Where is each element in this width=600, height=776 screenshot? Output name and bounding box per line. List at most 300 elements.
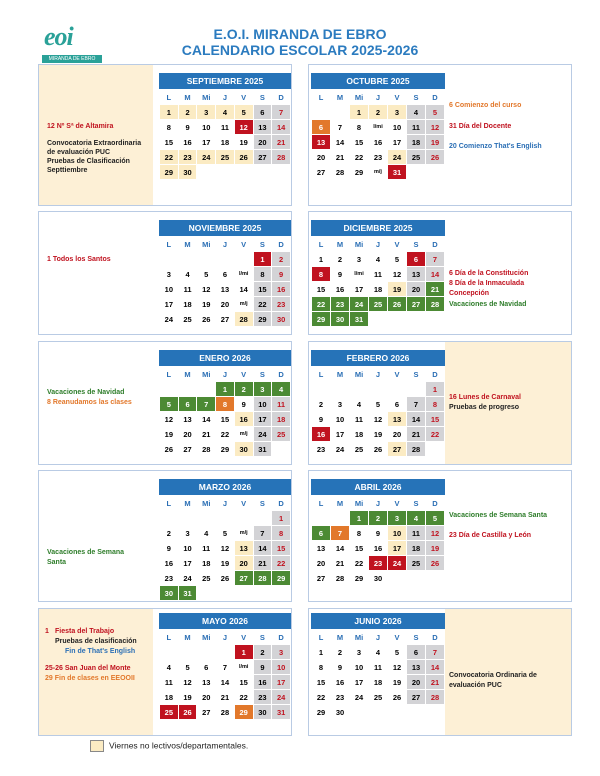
nov-panel: 1 Todos los Santos NOVIEMBRE 2025 L M Mi J V S D 1 2 3 4 5 6 l/mi 8 9 10 11 12 13 14 15 16 17 18 19 20 m/j 22 23 24 25 26 27 28 29 30 bbox=[38, 211, 292, 335]
day-cell bbox=[331, 105, 350, 120]
day-name: M bbox=[178, 367, 197, 382]
eoi-logo: eoi MIRANDA DE EBRO bbox=[42, 22, 102, 64]
day-cell: 9 bbox=[312, 412, 331, 427]
day-cell: 9 bbox=[253, 660, 272, 675]
may-panel bbox=[38, 608, 292, 736]
day-cell: 28 bbox=[253, 571, 272, 586]
day-cell: 21 bbox=[253, 556, 272, 571]
day-cell bbox=[160, 645, 179, 660]
day-cell: 20 bbox=[312, 556, 331, 571]
day-name: S bbox=[407, 496, 426, 511]
day-cell: 22 bbox=[253, 297, 272, 312]
day-name: D bbox=[272, 90, 291, 105]
day-name: L bbox=[312, 496, 331, 511]
day-name: V bbox=[234, 496, 253, 511]
day-cell: 6 bbox=[197, 660, 216, 675]
day-cell: 18 bbox=[197, 556, 216, 571]
day-cell: 21 bbox=[197, 427, 216, 442]
day-cell: 30 bbox=[331, 312, 350, 327]
day-name: L bbox=[312, 367, 331, 382]
calendar-oct: OCTUBRE 2025 L M Mi J V S D 1 2 3 4 5 6 7 8 l/mi 10 11 12 13 14 15 16 17 18 19 20 21 22 23 24 25 26 27 28 29 m/j 31 bbox=[311, 73, 445, 180]
day-name: L bbox=[160, 630, 179, 645]
day-name: M bbox=[178, 90, 197, 105]
day-cell: 30 bbox=[369, 571, 388, 586]
day-name: Mi bbox=[197, 367, 216, 382]
calendar-jun: JUNIO 2026 L M Mi J V S D 1 2 3 4 5 6 7 8 9 10 11 12 13 14 15 16 17 18 19 20 21 22 23 24 25 26 27 28 29 30 bbox=[311, 613, 445, 720]
day-cell bbox=[369, 312, 388, 327]
day-name: Mi bbox=[197, 496, 216, 511]
day-cell: 8 bbox=[312, 660, 331, 675]
day-cell: 19 bbox=[160, 427, 179, 442]
day-cell: 31 bbox=[350, 312, 369, 327]
day-cell: 10 bbox=[178, 541, 197, 556]
day-cell: 6 bbox=[178, 397, 197, 412]
day-cell: 5 bbox=[426, 105, 445, 120]
day-name: V bbox=[234, 237, 253, 252]
day-cell: 1 bbox=[350, 511, 369, 526]
day-name: L bbox=[160, 90, 179, 105]
oct-panel: OCTUBRE 2025 L M Mi J V S D 1 2 3 4 5 6 7 8 l/mi 10 11 12 13 14 15 16 17 18 19 20 21 22 23 24 25 26 27 28 29 m/j 31 6 Comienzo del curso 31 Día del Docente 20 Comienzo That's English bbox=[308, 64, 572, 206]
day-cell bbox=[234, 252, 253, 267]
day-cell: 7 bbox=[331, 526, 350, 541]
day-name: V bbox=[234, 367, 253, 382]
day-cell: 9 bbox=[234, 397, 253, 412]
day-cell: 15 bbox=[350, 135, 369, 150]
day-cell: 11 bbox=[272, 397, 291, 412]
day-cell: 26 bbox=[369, 442, 388, 457]
day-cell: 4 bbox=[369, 645, 388, 660]
day-cell bbox=[197, 586, 216, 601]
day-cell: 12 bbox=[160, 412, 179, 427]
sep-notes: 12 Nº Sª de Altamira Convocatoria Extraordinaria de evaluación PUC Pruebas de Clasificación Septtiembre bbox=[39, 65, 153, 205]
day-cell: 20 bbox=[178, 427, 197, 442]
day-cell bbox=[426, 571, 445, 586]
day-cell: 21 bbox=[272, 135, 291, 150]
day-cell: 5 bbox=[388, 252, 407, 267]
day-name: V bbox=[234, 630, 253, 645]
day-cell bbox=[160, 511, 179, 526]
day-cell: 7 bbox=[216, 660, 235, 675]
day-name: Mi bbox=[350, 237, 369, 252]
day-cell: 1 bbox=[350, 105, 369, 120]
day-name: J bbox=[216, 630, 235, 645]
day-cell: 8 bbox=[216, 397, 235, 412]
day-cell bbox=[234, 586, 253, 601]
day-name: D bbox=[426, 367, 445, 382]
day-cell: 8 bbox=[426, 397, 445, 412]
day-cell: 16 bbox=[369, 541, 388, 556]
day-name: D bbox=[426, 237, 445, 252]
day-cell: 21 bbox=[426, 675, 445, 690]
day-cell: 4 bbox=[407, 105, 426, 120]
day-cell: 20 bbox=[388, 427, 407, 442]
calendar-mar: MARZO 2026 L M Mi J V S D 1 2 3 4 5 m/j 7 8 9 10 11 12 13 14 15 16 17 18 19 20 21 22 23 24 25 26 27 28 29 30 31 bbox=[159, 479, 291, 601]
day-cell: 2 bbox=[369, 511, 388, 526]
day-cell: 10 bbox=[253, 397, 272, 412]
day-cell: 24 bbox=[272, 690, 291, 705]
day-cell: 12 bbox=[388, 267, 407, 282]
day-cell: 11 bbox=[407, 120, 426, 135]
day-cell: 6 bbox=[216, 267, 235, 282]
day-name: M bbox=[178, 496, 197, 511]
day-cell: 10 bbox=[197, 120, 216, 135]
day-name: S bbox=[253, 237, 272, 252]
day-cell: 25 bbox=[407, 556, 426, 571]
day-cell: 14 bbox=[426, 660, 445, 675]
day-cell: 6 bbox=[407, 645, 426, 660]
day-cell: 18 bbox=[272, 412, 291, 427]
day-cell: 29 bbox=[160, 165, 179, 180]
day-cell: 29 bbox=[216, 442, 235, 457]
day-cell: 24 bbox=[253, 427, 272, 442]
day-name: S bbox=[407, 90, 426, 105]
day-cell: 2 bbox=[234, 382, 253, 397]
day-cell: 14 bbox=[234, 282, 253, 297]
day-name: D bbox=[272, 367, 291, 382]
day-cell: 17 bbox=[388, 541, 407, 556]
day-cell: 26 bbox=[178, 705, 197, 720]
day-cell: 13 bbox=[407, 267, 426, 282]
day-cell: 15 bbox=[350, 541, 369, 556]
day-cell: 7 bbox=[426, 645, 445, 660]
day-cell: 5 bbox=[178, 660, 197, 675]
day-cell: 14 bbox=[407, 412, 426, 427]
legend: Viernes no lectivos/departamentales. bbox=[90, 740, 248, 752]
day-cell: 13 bbox=[388, 412, 407, 427]
day-cell: 11 bbox=[369, 660, 388, 675]
day-cell: 6 bbox=[388, 397, 407, 412]
day-cell: l/mi bbox=[350, 267, 369, 282]
day-name: J bbox=[216, 237, 235, 252]
day-cell: 14 bbox=[216, 675, 235, 690]
day-name: M bbox=[331, 496, 350, 511]
day-name: M bbox=[331, 90, 350, 105]
day-cell: 27 bbox=[407, 297, 426, 312]
day-cell: 13 bbox=[178, 412, 197, 427]
day-name: D bbox=[272, 630, 291, 645]
day-cell: 13 bbox=[407, 660, 426, 675]
day-cell: 8 bbox=[272, 526, 291, 541]
day-cell: 27 bbox=[178, 442, 197, 457]
day-cell: 30 bbox=[178, 165, 197, 180]
day-cell: 26 bbox=[388, 690, 407, 705]
day-cell bbox=[197, 382, 216, 397]
day-name: Mi bbox=[350, 367, 369, 382]
page-subtitle: CALENDARIO ESCOLAR 2025-2026 bbox=[181, 42, 419, 58]
day-cell: 7 bbox=[253, 526, 272, 541]
day-cell bbox=[312, 105, 331, 120]
day-cell bbox=[216, 165, 235, 180]
day-cell: 16 bbox=[272, 282, 291, 297]
day-cell bbox=[253, 511, 272, 526]
day-name: S bbox=[253, 630, 272, 645]
day-name: D bbox=[272, 496, 291, 511]
day-cell bbox=[160, 382, 179, 397]
day-cell: 5 bbox=[216, 526, 235, 541]
day-cell: 9 bbox=[331, 660, 350, 675]
day-cell: 17 bbox=[197, 135, 216, 150]
day-cell: 18 bbox=[407, 135, 426, 150]
day-cell: 11 bbox=[407, 526, 426, 541]
day-cell: 3 bbox=[350, 645, 369, 660]
day-cell: 28 bbox=[216, 705, 235, 720]
day-cell: 31 bbox=[178, 586, 197, 601]
day-cell: 2 bbox=[160, 526, 179, 541]
day-cell: 28 bbox=[426, 690, 445, 705]
day-cell: 13 bbox=[312, 135, 331, 150]
day-name: Mi bbox=[350, 630, 369, 645]
day-cell: 19 bbox=[388, 282, 407, 297]
day-cell: 24 bbox=[388, 556, 407, 571]
day-cell: 7 bbox=[197, 397, 216, 412]
feb-notes: 16 Lunes de Carnaval Pruebas de progreso bbox=[445, 342, 571, 464]
day-cell: 14 bbox=[272, 120, 291, 135]
day-cell: 23 bbox=[369, 150, 388, 165]
day-cell: 14 bbox=[331, 135, 350, 150]
day-cell: 17 bbox=[160, 297, 179, 312]
page-title: E.O.I. MIRANDA DE EBRO bbox=[213, 26, 387, 42]
day-cell: 9 bbox=[331, 267, 350, 282]
day-cell: 25 bbox=[197, 571, 216, 586]
day-cell: 7 bbox=[426, 252, 445, 267]
day-cell: 19 bbox=[216, 556, 235, 571]
day-cell: 28 bbox=[407, 442, 426, 457]
day-cell: 29 bbox=[312, 705, 331, 720]
day-cell: 5 bbox=[369, 397, 388, 412]
ene-panel: Vacaciones de Navidad 8 Reanudamos las clases ENERO 2026 L M Mi J V S D 1 2 3 4 5 6 7 8 9 10 11 12 13 14 15 16 17 18 19 20 21 22 m/j 24 25 26 27 28 29 30 31 bbox=[38, 341, 292, 465]
day-cell bbox=[407, 571, 426, 586]
day-cell: m/j bbox=[234, 526, 253, 541]
day-name: V bbox=[388, 237, 407, 252]
day-cell: 21 bbox=[407, 427, 426, 442]
day-cell: 14 bbox=[426, 267, 445, 282]
day-cell: 20 bbox=[197, 690, 216, 705]
day-cell: 18 bbox=[369, 282, 388, 297]
day-cell: 12 bbox=[178, 675, 197, 690]
day-cell: 1 bbox=[253, 252, 272, 267]
sep-panel bbox=[38, 64, 292, 206]
day-cell: 25 bbox=[216, 150, 235, 165]
day-cell: 2 bbox=[178, 105, 197, 120]
day-cell: 18 bbox=[216, 135, 235, 150]
day-cell: 4 bbox=[369, 252, 388, 267]
day-name: Mi bbox=[350, 90, 369, 105]
day-cell: 22 bbox=[350, 556, 369, 571]
day-cell: 28 bbox=[197, 442, 216, 457]
day-name: J bbox=[369, 367, 388, 382]
day-cell bbox=[216, 586, 235, 601]
day-cell: 28 bbox=[426, 297, 445, 312]
day-cell: 1 bbox=[216, 382, 235, 397]
day-cell: 23 bbox=[160, 571, 179, 586]
dic-panel: DICIEMBRE 2025 L M Mi J V S D 1 2 3 4 5 6 7 8 9 l/mi 11 12 13 14 15 16 17 18 19 20 21 22 23 24 25 26 27 28 29 30 31 6 Día de la Constitución 8 Día de la Inmaculada Concepción Vacaciones de Navidad bbox=[308, 211, 572, 335]
day-name: M bbox=[331, 237, 350, 252]
day-cell: 27 bbox=[197, 705, 216, 720]
day-cell bbox=[272, 586, 291, 601]
day-cell: 8 bbox=[350, 120, 369, 135]
day-cell: 21 bbox=[331, 150, 350, 165]
day-cell bbox=[331, 511, 350, 526]
day-cell bbox=[426, 442, 445, 457]
day-cell: 2 bbox=[369, 105, 388, 120]
day-cell: 23 bbox=[253, 690, 272, 705]
day-cell: 20 bbox=[407, 282, 426, 297]
day-cell: 3 bbox=[178, 526, 197, 541]
day-cell: 18 bbox=[350, 427, 369, 442]
day-cell: 22 bbox=[234, 690, 253, 705]
day-cell: 20 bbox=[407, 675, 426, 690]
day-cell: 24 bbox=[331, 442, 350, 457]
day-name: M bbox=[178, 630, 197, 645]
calendar-nov: NOVIEMBRE 2025 L M Mi J V S D 1 2 3 4 5 6 l/mi 8 9 10 11 12 13 14 15 16 17 18 19 20 m/j 22 23 24 25 26 27 28 29 30 bbox=[159, 220, 291, 327]
jun-panel bbox=[308, 608, 572, 736]
day-cell bbox=[253, 165, 272, 180]
day-cell: 9 bbox=[369, 526, 388, 541]
day-cell: 23 bbox=[312, 442, 331, 457]
day-cell: 4 bbox=[160, 660, 179, 675]
day-cell bbox=[388, 571, 407, 586]
day-cell: 4 bbox=[407, 511, 426, 526]
day-cell: 29 bbox=[350, 165, 369, 180]
day-cell: 1 bbox=[426, 382, 445, 397]
day-cell: 27 bbox=[216, 312, 235, 327]
day-cell bbox=[197, 511, 216, 526]
mar-panel: Vacaciones de Semana Santa MARZO 2026 L M Mi J V S D 1 2 3 4 5 m/j 7 8 9 10 11 12 13 14 15 16 17 18 19 20 21 22 23 24 25 26 27 28 29 30 31 bbox=[38, 470, 292, 602]
day-cell: 19 bbox=[369, 427, 388, 442]
calendar-ene: ENERO 2026 L M Mi J V S D 1 2 3 4 5 6 7 8 9 10 11 12 13 14 15 16 17 18 19 20 21 22 m/j 24 25 26 27 28 29 30 31 bbox=[159, 350, 291, 457]
row-mar-abr bbox=[38, 470, 570, 600]
day-cell: 25 bbox=[178, 312, 197, 327]
day-name: L bbox=[160, 237, 179, 252]
day-cell: 23 bbox=[331, 297, 350, 312]
day-cell: 11 bbox=[350, 412, 369, 427]
day-cell bbox=[178, 511, 197, 526]
day-cell: 20 bbox=[216, 297, 235, 312]
day-name: D bbox=[272, 237, 291, 252]
day-cell: 10 bbox=[388, 120, 407, 135]
day-cell bbox=[197, 645, 216, 660]
day-cell: 12 bbox=[216, 541, 235, 556]
day-cell: 4 bbox=[216, 105, 235, 120]
day-cell: 26 bbox=[426, 556, 445, 571]
day-cell bbox=[407, 312, 426, 327]
day-cell bbox=[426, 165, 445, 180]
day-name: Mi bbox=[197, 630, 216, 645]
day-cell: 13 bbox=[216, 282, 235, 297]
day-cell: 11 bbox=[197, 541, 216, 556]
day-cell: 12 bbox=[234, 120, 253, 135]
day-cell: m/j bbox=[234, 297, 253, 312]
day-cell: 26 bbox=[197, 312, 216, 327]
day-cell: 15 bbox=[160, 135, 179, 150]
day-cell: 26 bbox=[160, 442, 179, 457]
day-cell: 7 bbox=[407, 397, 426, 412]
day-cell: 15 bbox=[234, 675, 253, 690]
day-cell: 19 bbox=[426, 541, 445, 556]
day-cell: 30 bbox=[272, 312, 291, 327]
day-name: Mi bbox=[197, 237, 216, 252]
abr-panel: ABRIL 2026 L M Mi J V S D 1 2 3 4 5 6 7 8 9 10 11 12 13 14 15 16 17 18 19 20 21 22 23 24 25 26 27 28 29 30 Vacaciones de Semana Santa 23 Día de Castilla y León bbox=[308, 470, 572, 602]
day-cell: 28 bbox=[331, 571, 350, 586]
day-cell: 28 bbox=[234, 312, 253, 327]
day-cell: l/mi bbox=[369, 120, 388, 135]
day-cell: 30 bbox=[331, 705, 350, 720]
day-cell: 22 bbox=[426, 427, 445, 442]
day-cell: 8 bbox=[160, 120, 179, 135]
day-cell: 12 bbox=[426, 120, 445, 135]
day-cell: 12 bbox=[388, 660, 407, 675]
day-cell: 5 bbox=[234, 105, 253, 120]
day-cell bbox=[216, 511, 235, 526]
day-name: V bbox=[388, 90, 407, 105]
day-name: V bbox=[234, 90, 253, 105]
day-cell bbox=[272, 165, 291, 180]
day-cell: 24 bbox=[160, 312, 179, 327]
day-cell bbox=[312, 382, 331, 397]
day-cell: 21 bbox=[426, 282, 445, 297]
day-cell: 28 bbox=[331, 165, 350, 180]
day-cell: 21 bbox=[331, 556, 350, 571]
day-cell: 19 bbox=[197, 297, 216, 312]
day-cell bbox=[178, 645, 197, 660]
day-cell: 22 bbox=[350, 150, 369, 165]
day-name: V bbox=[388, 496, 407, 511]
day-name: L bbox=[312, 237, 331, 252]
day-cell: 10 bbox=[350, 660, 369, 675]
day-cell: 1 bbox=[160, 105, 179, 120]
day-cell: 30 bbox=[234, 442, 253, 457]
day-cell: 19 bbox=[388, 675, 407, 690]
day-cell: 22 bbox=[312, 297, 331, 312]
day-cell: 24 bbox=[197, 150, 216, 165]
row-may-jun bbox=[38, 608, 570, 734]
day-cell bbox=[350, 382, 369, 397]
day-cell: 2 bbox=[272, 252, 291, 267]
day-name: S bbox=[253, 367, 272, 382]
day-cell: 17 bbox=[350, 675, 369, 690]
day-cell: l/mi bbox=[234, 267, 253, 282]
day-cell: 8 bbox=[312, 267, 331, 282]
day-cell: 17 bbox=[350, 282, 369, 297]
day-cell bbox=[407, 165, 426, 180]
day-cell: 16 bbox=[253, 675, 272, 690]
day-cell: 13 bbox=[312, 541, 331, 556]
feb-panel bbox=[308, 341, 572, 465]
day-cell: 16 bbox=[369, 135, 388, 150]
day-cell: 17 bbox=[253, 412, 272, 427]
day-cell: 17 bbox=[178, 556, 197, 571]
day-name: J bbox=[369, 237, 388, 252]
day-cell: 6 bbox=[312, 526, 331, 541]
day-cell: 10 bbox=[331, 412, 350, 427]
day-cell: 1 bbox=[312, 252, 331, 267]
day-cell: 30 bbox=[253, 705, 272, 720]
day-cell bbox=[178, 382, 197, 397]
day-cell: 15 bbox=[272, 541, 291, 556]
day-name: Mi bbox=[350, 496, 369, 511]
day-cell: 22 bbox=[160, 150, 179, 165]
day-cell: 10 bbox=[272, 660, 291, 675]
day-cell bbox=[272, 442, 291, 457]
day-name: S bbox=[407, 367, 426, 382]
day-cell: 22 bbox=[272, 556, 291, 571]
day-cell: 22 bbox=[312, 690, 331, 705]
row-sep-oct bbox=[38, 64, 570, 204]
day-cell: 6 bbox=[312, 120, 331, 135]
day-cell: 19 bbox=[234, 135, 253, 150]
day-cell: 26 bbox=[234, 150, 253, 165]
day-cell: 16 bbox=[312, 427, 331, 442]
